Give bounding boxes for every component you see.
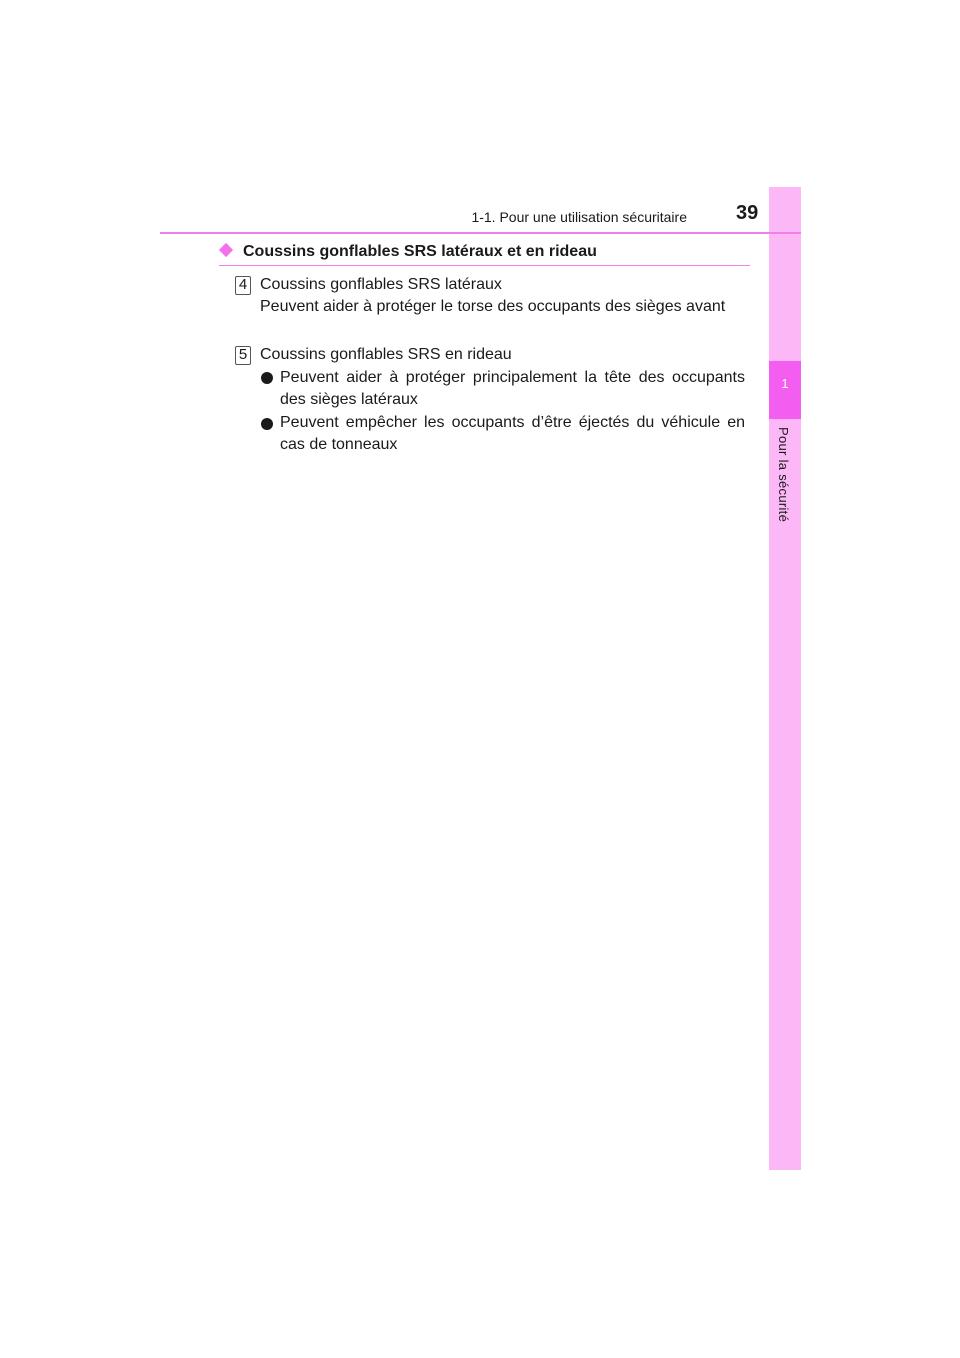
diamond-icon <box>219 243 233 257</box>
header-rule <box>160 232 801 234</box>
number-4-icon: 4 <box>236 276 250 294</box>
side-tab <box>769 187 801 1170</box>
section-title: Coussins gonflables SRS latéraux et en rideau <box>243 243 597 260</box>
page-number: 39 <box>736 202 759 224</box>
item-5-title: Coussins gonflables SRS en rideau <box>260 346 512 363</box>
item-4-text: Peuvent aider à protéger le torse des occupants des sièges avant <box>260 298 726 315</box>
bullet-text: Peuvent aider à protéger principalement la tête des occupants des sièges latéraux <box>280 369 745 408</box>
bullet-text: Peuvent empêcher les occupants d’être éjectés du véhicule en cas de tonneaux <box>280 414 745 453</box>
number-5-icon: 5 <box>236 346 250 364</box>
header-section: 1-1. Pour une utilisation sécuritaire <box>471 209 687 225</box>
section-heading <box>219 241 750 266</box>
chapter-number: 1 <box>781 376 789 391</box>
item-4-title: Coussins gonflables SRS latéraux <box>260 276 502 293</box>
bullet-icon <box>261 372 273 384</box>
chapter-label: Pour la sécurité <box>776 427 791 523</box>
bullet-icon <box>261 418 273 430</box>
